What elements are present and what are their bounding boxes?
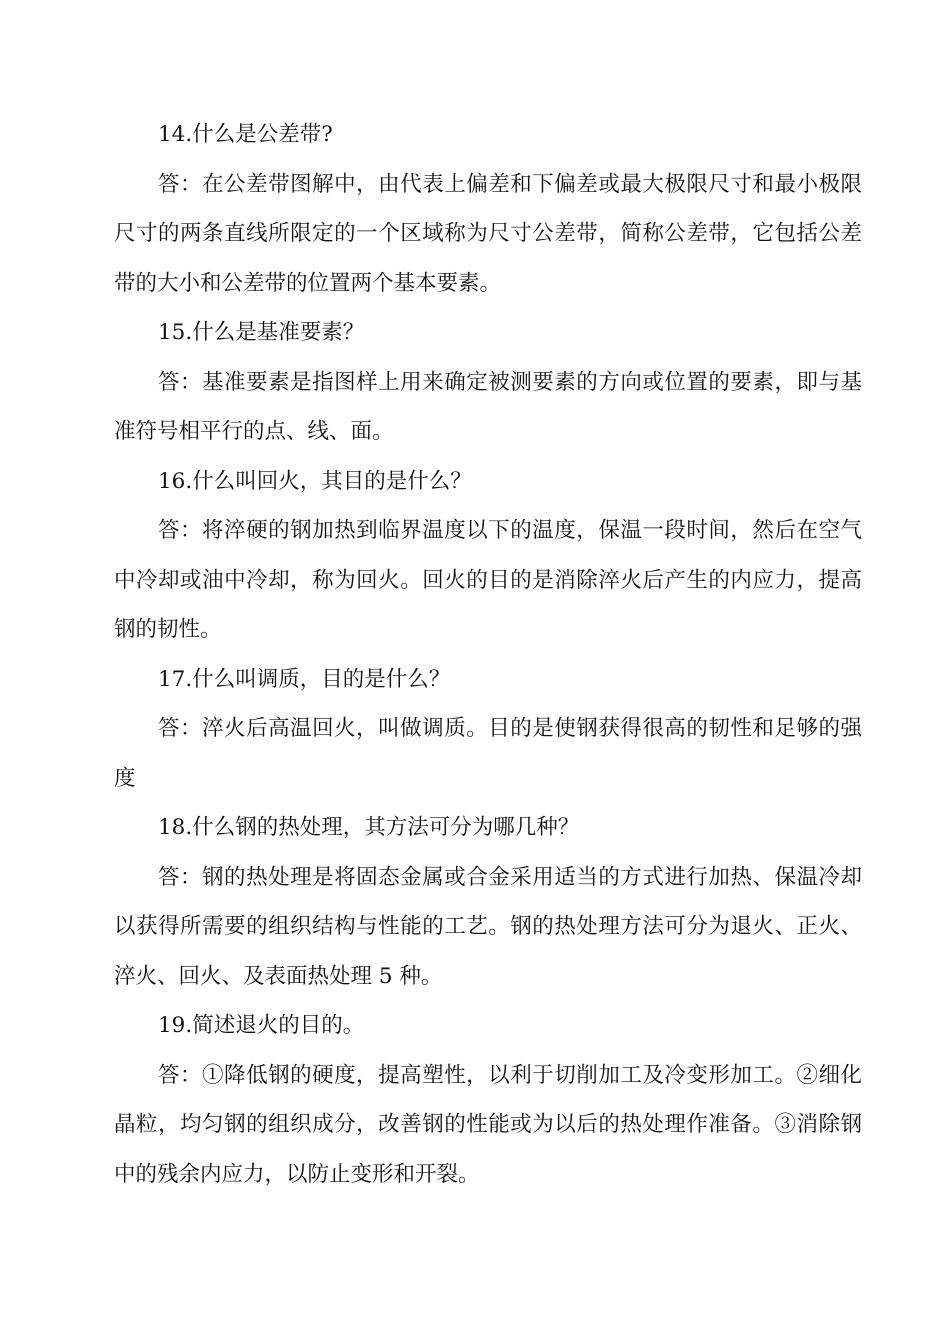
answer-16: 答：将淬硬的钢加热到临界温度以下的温度，保温一段时间，然后在空气中冷却或油中冷却，称为回火。回火的目的是消除淬火后产生的内应力，提高钢的韧性。 bbox=[114, 518, 862, 642]
answer-19: 答：①降低钢的硬度，提高塑性，以利于切削加工及冷变形加工。②细化晶粒，均匀钢的组织成分，改善钢的性能或为以后的热处理作准备。③消除钢中的残余内应力，以防止变形和开裂。 bbox=[114, 1062, 862, 1187]
document-body bbox=[114, 110, 862, 1199]
answer-15: 答：基准要素是指图样上用来确定被测要素的方向或位置的要素，即与基准符号相平行的点、线、面。 bbox=[114, 369, 862, 444]
question-16: 16.什么叫回火，其目的是什么？ bbox=[158, 468, 472, 494]
question-14: 14.什么是公差带? bbox=[158, 122, 333, 147]
question-15: 15.什么是基准要素？ bbox=[158, 320, 365, 345]
answer-17: 答：淬火后高温回火，叫做调质。目的是使钢获得很高的韧性和足够的强度 bbox=[114, 716, 862, 791]
question-18: 18.什么钢的热处理，其方法可分为哪几种？ bbox=[158, 815, 580, 840]
question-19: 19.简述退火的目的。 bbox=[158, 1013, 365, 1038]
question-17: 17.什么叫调质，目的是什么？ bbox=[158, 666, 451, 692]
answer-18: 答：钢的热处理是将固态金属或合金采用适当的方式进行加热、保温冷却以获得所需要的组织结构与性能的工艺。钢的热处理方法可分为退火、正火、淬火、回火、及表面热处理 5 种。 bbox=[114, 864, 862, 989]
answer-14: 答：在公差带图解中，由代表上偏差和下偏差或最大极限尺寸和最小极限尺寸的两条直线所限定的一个区域称为尺寸公差带，简称公差带，它包括公差带的大小和公差带的位置两个基本要素。 bbox=[114, 171, 862, 296]
